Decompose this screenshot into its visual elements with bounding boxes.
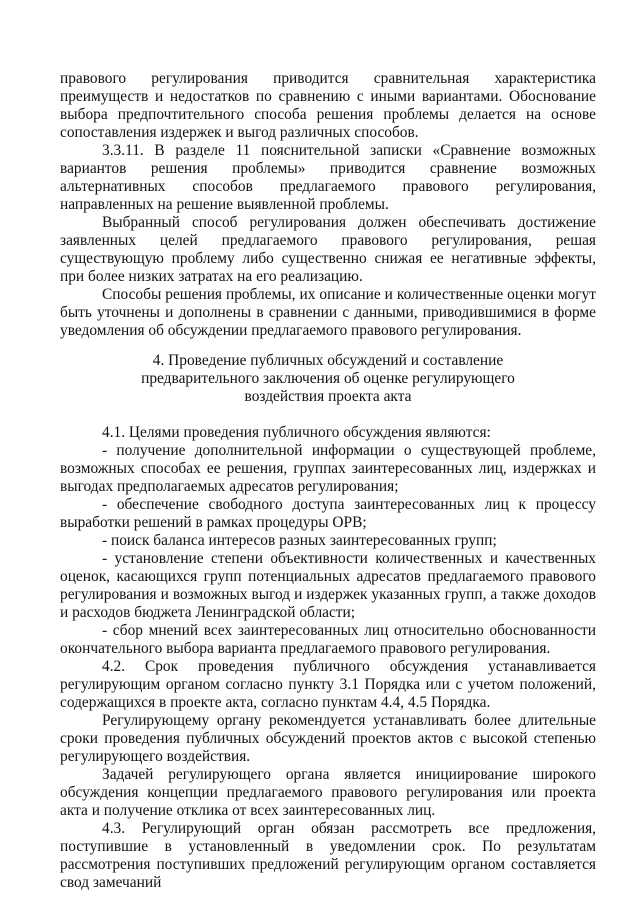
list-item: - получение дополнительной информации о существующей проблеме, возможных способах ее решения, группах заинтересованных лиц, издержках и выгодах предполагаемых адресатов регулирования; — [60, 442, 596, 495]
paragraph-solution-methods: Способы решения проблемы, их описание и количественные оценки могут быть уточнены и дополнены в сравнении с данными, приводившимися в форме уведомления об обсуждении предлагаемого правового регулирования. — [60, 286, 596, 339]
paragraph-3-3-11: 3.3.11. В разделе 11 пояснительной записки «Сравнение возможных вариантов решения проблемы» приводится сравнение возможных альтернативных способов предлагаемого правового регулирования, направленных на решение выявленной проблемы. — [60, 142, 596, 213]
document-body — [60, 70, 596, 892]
paragraph-recommendation: Регулирующему органу рекомендуется устанавливать более длительные сроки проведения публичных обсуждений проектов актов с высокой степенью регулирующего воздействия. — [60, 712, 596, 765]
list-item: - сбор мнений всех заинтересованных лиц относительно обоснованности окончательного выбора варианта предлагаемого правового регулирования. — [60, 622, 596, 657]
paragraph-4-2: 4.2. Срок проведения публичного обсуждения устанавливается регулирующим органом согласно пункту 3.1 Порядка или с учетом положений, содержащихся в проекте акта, согласно пунктам 4.4, 4.5 Порядка. — [60, 658, 596, 711]
paragraph-4-3: 4.3. Регулирующий орган обязан рассмотреть все предложения, поступившие в установленный в уведомлении срок. По результатам рассмотрения поступивших предложений регулирующим органом составляется свод замечаний — [60, 820, 596, 891]
paragraph-continuation: правового регулирования приводится сравнительная характеристика преимуществ и недостатков по сравнению с иными вариантами. Обоснование выбора предпочтительного способа решения проблемы делается на основе сопоставления издержек и выгод различных способов. — [60, 70, 596, 141]
paragraph-4-1: 4.1. Целями проведения публичного обсуждения являются: — [102, 424, 491, 441]
section-heading: 4. Проведение публичных обсуждений и составление предварительного заключения об оценке регулирующего воздействия проекта акта — [141, 352, 515, 405]
list-item: - установление степени объективности количественных и качественных оценок, касающихся групп потенциальных адресатов предлагаемого правового регулирования и возможных выгод и издержек указанных групп, а также доходов и расходов бюджета Ленинградской области; — [60, 550, 596, 621]
list-item: - обеспечение свободного доступа заинтересованных лиц к процессу выработки решений в рамках процедуры ОРВ; — [60, 496, 596, 531]
paragraph-chosen-method: Выбранный способ регулирования должен обеспечивать достижение заявленных целей предлагаемого правового регулирования, решая существующую проблему либо существенно снижая ее негативные эффекты, при более низких затратах на его реализацию. — [60, 214, 596, 285]
list-item: - поиск баланса интересов разных заинтересованных групп; — [102, 532, 497, 549]
paragraph-task: Задачей регулирующего органа является инициирование широкого обсуждения концепции предлагаемого правового регулирования или проекта акта и получение отклика от всех заинтересованных лиц. — [60, 766, 596, 819]
spacer — [60, 340, 596, 352]
spacer — [60, 406, 596, 424]
